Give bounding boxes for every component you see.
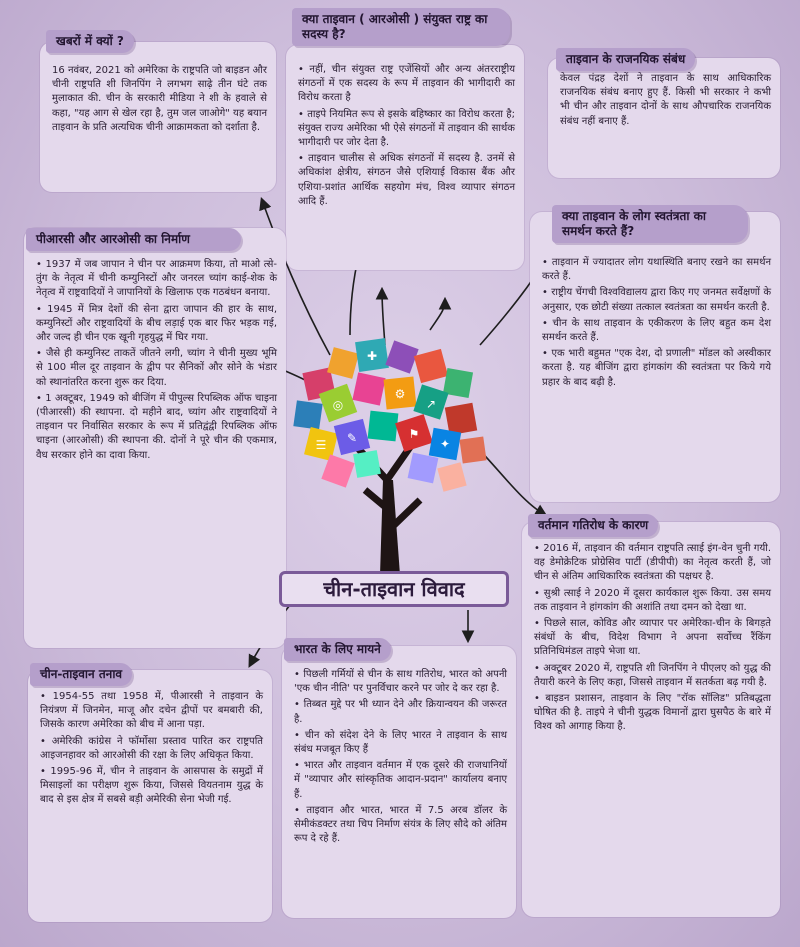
freedom-paragraph-3: • चीन के साथ ताइवान के एकीकरण के लिए बहुत कम देश समर्थन करते हैं. <box>542 317 771 345</box>
formation-title: पीआरसी और आरओसी का निर्माण <box>26 228 241 251</box>
un-paragraph-1: • नहीं, चीन संयुक्त राष्ट्र एजेंसियों और अन्य अंतरराष्ट्रीय संगठनों में एक सदस्य के रूप में ताइवान की भागीदारी का विरोध करता है <box>298 63 515 106</box>
tension-title: चीन-ताइवान तनाव <box>30 663 132 686</box>
tension-paragraph-1: • 1954-55 तथा 1958 में, पीआरसी ने ताइवान के नियंत्रण में जिनमेन, माजू और दचेन द्वीपों पर बमबारी की, जिसके कारण अमेरिका को बीच में आना पड़ा. <box>40 690 263 733</box>
news-title: खबरों में क्यों ? <box>46 30 134 53</box>
deadlock-paragraph-4: • अक्टूबर 2020 में, राष्ट्रपति शी जिनपिंग ने पीएलए को युद्ध की तैयारी करने के लिए कहा, जिससे ताइवान में सतर्कता बढ़ गयी है. <box>534 662 771 690</box>
svg-text:☰: ☰ <box>315 438 327 452</box>
formation-card <box>24 228 286 648</box>
tension-paragraph-2: • अमेरिकी कांग्रेस ने फॉर्मोसा प्रस्ताव पारित कर राष्ट्रपति आइजनहावर को आरओसी की रक्षा के लिए अधिकृत किया. <box>40 735 263 763</box>
india-paragraph-5: • ताइवान और भारत, भारत में 7.5 अरब डॉलर के सेमीकंडक्टर तथा चिप निर्माण संयंत्र के लिए सौदे को अंतिम रूप दे रहे हैं. <box>294 804 507 847</box>
india-card <box>282 646 516 918</box>
un-paragraph-3: • ताइवान चालीस से अधिक संगठनों में सदस्य है. उनमें से अधिकांश क्षेत्रीय, संगठन जैसे एशियाई विकास बैंक और एशिया-प्रशांत आर्थिक सहयोग मंच, विश्व व्यापार संगठन आदि हैं. <box>298 152 515 209</box>
freedom-title: क्या ताइवान के लोग स्वतंत्रता का समर्थन करते हैं? <box>552 205 748 243</box>
deadlock-paragraph-2: • सुश्री त्साई ने 2020 में दूसरा कार्यकाल शुरू किया. उस समय तक ताइवान ने हांगकांग की अशांति तथा दमन को देखा था. <box>534 587 771 615</box>
tension-paragraph-3: • 1995-96 में, चीन ने ताइवान के आसपास के समुद्रों में मिसाइलों का परीक्षण शुरू किया, जिससे वियतनाम युद्ध के बाद से इस क्षेत्र में सबसे बड़ी अमेरिकी सेना भेजी गई. <box>40 765 263 808</box>
svg-text:✦: ✦ <box>439 437 451 451</box>
deadlock-paragraph-1: • 2016 में, ताइवान की वर्तमान राष्ट्रपति त्साई इंग-वेन चुनी गयी. वह डेमोक्रेटिक प्रोग्रेसिव पार्टी (डीपीपी) का नेतृत्व करती हैं, जो चीन से अंतिम आधिकारिक स्वतंत्रता की पक्षधर है. <box>534 542 771 585</box>
india-paragraph-4: • भारत और ताइवान वर्तमान में एक दूसरे की राजधानियों में "व्यापार और सांस्कृतिक आदान-प्रदान" कार्यालय बनाए हैं. <box>294 759 507 802</box>
un-title: क्या ताइवान ( आरओसी ) संयुक्त राष्ट्र का सदस्य है? <box>292 8 510 46</box>
svg-text:◎: ◎ <box>332 398 344 412</box>
freedom-card <box>530 212 780 502</box>
central-title: चीन-ताइवान विवाद <box>279 571 509 607</box>
svg-text:⚙: ⚙ <box>394 387 406 401</box>
freedom-paragraph-4: • एक भारी बहुमत "एक देश, दो प्रणाली" मॉडल को अस्वीकार करता है. यह बीजिंग द्वारा हांगकांग की स्वतंत्रता पर किये गये प्रहार के बाद बढ़ी है. <box>542 347 771 390</box>
un-card <box>286 45 524 270</box>
formation-paragraph-3: • जैसे ही कम्युनिस्ट ताकतें जीतने लगी, च्यांग ने चीनी मुख्य भूमि से 100 मील दूर ताइवान के द्वीप पर सैनिकों और सोने के भंडार को स्थानांतरित करना शुरू कर दिया. <box>36 347 277 390</box>
news-paragraph: 16 नवंबर, 2021 को अमेरिका के राष्ट्रपति जो बाइडन और चीनी राष्ट्रपति शी जिनपिंग ने लगभग साढ़े तीन घंटे तक मुलाकात की. चीन के सरकारी मीडिया ने शी के हवाले से कहा, "यह आग से खेल रहा है, तुम जल जाओगे" यह बयान ताइवान के प्रति अत्यधिक चीनी आक्रामकता को दर्शाता है. <box>52 65 267 133</box>
un-paragraph-2: • ताइपे नियमित रूप से इसके बहिष्कार का विरोध करता है; संयुक्त राज्य अमेरिका भी ऐसे संगठनों में ताइवान की सार्थक भागीदारी पर जोर देता है. <box>298 108 515 151</box>
svg-text:⚑: ⚑ <box>408 427 420 441</box>
formation-paragraph-1: • 1937 में जब जापान ने चीन पर आक्रमण किया, तो माओ त्से-तुंग के नेतृत्व में चीनी कम्युनिस्टों और जनरल च्यांग काई-शेक के नेतृत्व में राष्ट्रवादियों ने जापानियों के खिलाफ एक गठबंधन बनाया. <box>36 258 277 301</box>
deadlock-card <box>522 522 780 917</box>
freedom-paragraph-1: • ताइवान में ज्यादातर लोग यथास्थिति बनाए रखने का समर्थन करते हैं. <box>542 256 771 284</box>
diplomatic-title: ताइवान के राजनयिक संबंध <box>556 48 695 71</box>
deadlock-paragraph-3: • पिछले साल, कोविड और व्यापार पर अमेरिका-चीन के बिगड़ते संबंधों के बीच, विदेश विभाग ने अपना सर्वोच्च रैंकिंग प्रतिनिधिमंडल ताइपे भेजा था. <box>534 617 771 660</box>
deadlock-title: वर्तमान गतिरोध के कारण <box>528 514 658 537</box>
freedom-paragraph-2: • राष्ट्रीय चेंगची विश्वविद्यालय द्वारा किए गए जनमत सर्वेक्षणों के अनुसार, एक छोटी संख्या तत्काल स्वतंत्रता का समर्थन करती है. <box>542 286 771 314</box>
diplomatic-card <box>548 58 780 178</box>
tension-card <box>28 670 272 922</box>
india-paragraph-3: • चीन को संदेश देने के लिए भारत ने ताइवान के साथ संबंध मजबूत किए हैं <box>294 729 507 757</box>
india-paragraph-2: • तिब्बत मुद्दे पर भी ध्यान देने और क्रियान्वयन की जरूरत है. <box>294 698 507 726</box>
formation-paragraph-2: • 1945 में मित्र देशों की सेना द्वारा जापान की हार के साथ, कम्युनिस्टों और राष्ट्रवादियों के बीच लड़ाई एक बार फिर भड़क गई, और जल्द ही चीन एक खूनी गृहयुद्ध में घिर गया. <box>36 303 277 346</box>
tree-illustration <box>285 330 505 575</box>
formation-paragraph-4: • 1 अक्टूबर, 1949 को बीजिंग में पीपुल्स रिपब्लिक ऑफ चाइना (पीआरसी) की स्थापना. दो महीने बाद, च्यांग और राष्ट्रवादियों ने ताइवान पर निर्वासित सरकार के रूप में प्रतिद्वंद्वी रिपब्लिक ऑफ चाइना (आरओसी) की स्थापना की. दोनों ने पूरे चीन की एकमात्र, वैध सरकार होने का दावा किया. <box>36 392 277 463</box>
svg-text:✚: ✚ <box>366 349 378 363</box>
deadlock-paragraph-5: • बाइडन प्रशासन, ताइवान के लिए "रॉक सॉलिड" प्रतिबद्धता घोषित की है. ताइपे ने चीनी युद्धक विमानों द्वारा घुसपैठ के बारे में विश्व को आगाह किया है. <box>534 692 771 735</box>
diplomatic-paragraph: केवल पंद्रह देशों ने ताइवान के साथ आधिकारिक राजनयिक संबंध बनाए हुए हैं. किसी भी सरकार ने कभी भी चीन और ताइवान दोनों के साथ औपचारिक राजनयिक संबंध नहीं बनाए हैं. <box>560 73 771 127</box>
svg-text:✎: ✎ <box>346 431 358 445</box>
svg-text:↗: ↗ <box>425 397 437 411</box>
india-paragraph-1: • पिछली गर्मियों से चीन के साथ गतिरोध, भारत को अपनी 'एक चीन नीति' पर पुनर्विचार करने पर जोर दे कर रहा है. <box>294 668 507 696</box>
news-card <box>40 42 276 192</box>
india-title: भारत के लिए मायने <box>284 638 391 661</box>
